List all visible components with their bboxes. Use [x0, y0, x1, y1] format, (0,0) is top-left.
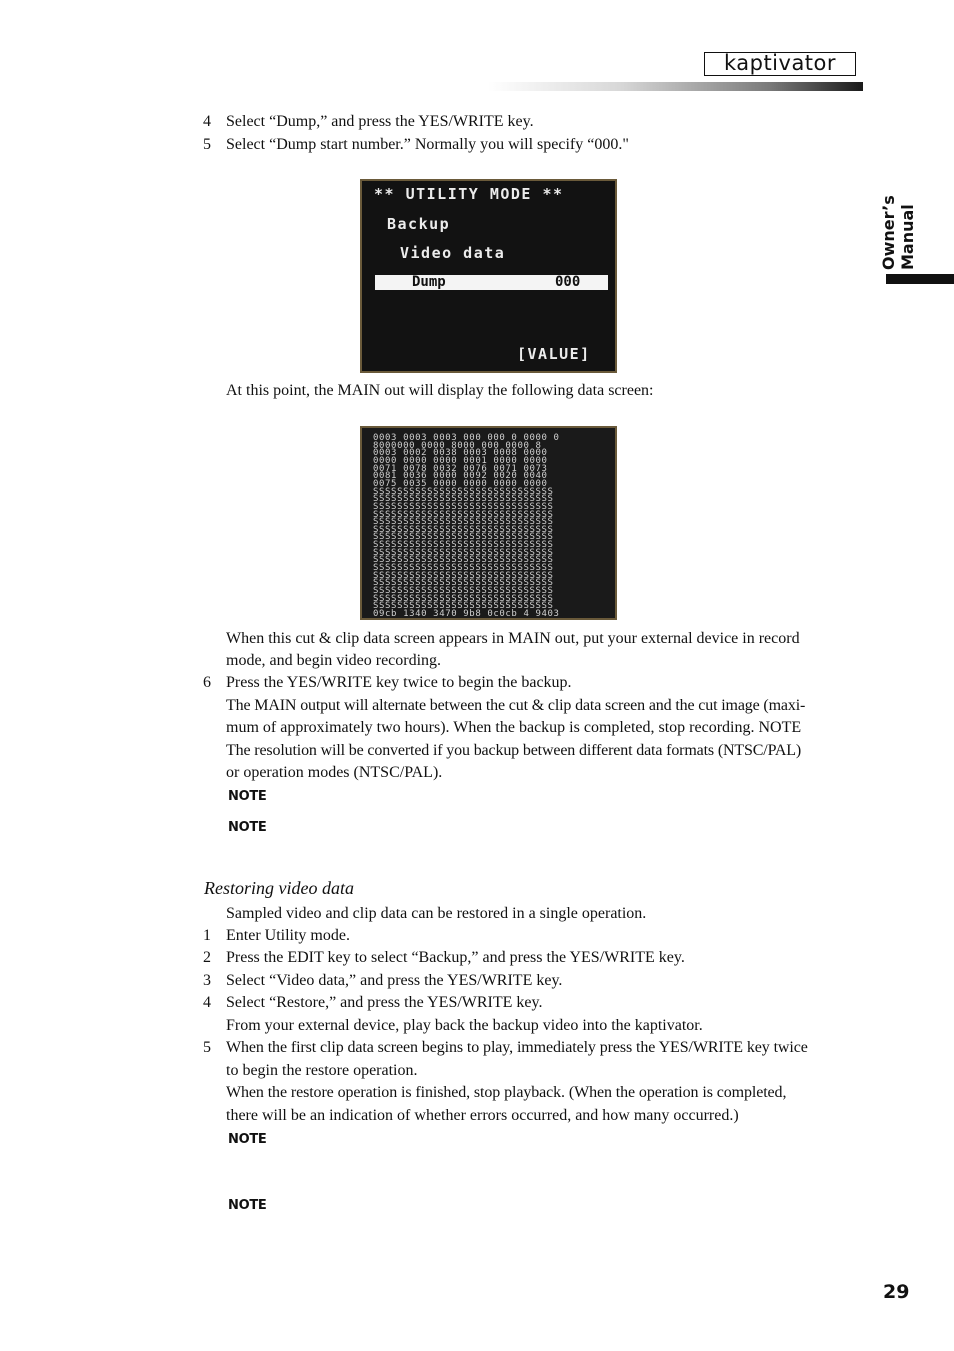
body-line: When the restore operation is finished, stop playback. (When the operation is completed,: [226, 1084, 787, 1101]
step-number: 3: [203, 972, 211, 989]
body-line: Sampled video and clip data can be restored in a single operation.: [226, 905, 647, 922]
data-screen-row: SSSSSSSSSSSSSSSSSSSSSSSSSSSSSS: [373, 517, 554, 528]
utility-mode-screen: [360, 179, 617, 373]
body-line: The MAIN output will alternate between the cut & clip data screen and the cut image (maxi-: [226, 697, 806, 714]
data-screen-row: 8000000 0000 8000 000 0000 8: [373, 440, 542, 451]
data-dump-screen: [360, 426, 617, 620]
step-number: 2: [203, 949, 211, 966]
body-line: From your external device, play back the backup video into the kaptivator.: [226, 1017, 703, 1034]
kaptivator-logo: kaptivator: [704, 52, 856, 76]
data-screen-row: SSSSSSSSSSSSSSSSSSSSSSSSSSSSSS: [373, 501, 554, 512]
screen-backup-label: Backup: [387, 215, 451, 233]
step-text: Select “Dump,” and press the YES/WRITE key.: [226, 113, 534, 130]
note-label: NOTE: [228, 1198, 267, 1213]
data-screen-row: SSSSSSSSSSSSSSSSSSSSSSSSSSSSSS: [373, 586, 554, 596]
step-number: 5: [203, 1039, 211, 1056]
data-screen-row: 0003 0002 0038 0003 0008 0000: [373, 448, 548, 459]
step-text: Press the EDIT key to select “Backup,” and press the YES/WRITE key.: [226, 949, 685, 966]
step-text: When the first clip data screen begins to play, immediately press the YES/WRITE key twice: [226, 1039, 808, 1056]
data-screen-row: SSSSSSSSSSSSSSSSSSSSSSSSSSSSSS: [373, 494, 554, 505]
intro-paragraph: At this point, the MAIN out will display the following data screen:: [226, 382, 654, 399]
note-label: NOTE: [228, 789, 267, 804]
body-line: mum of approximately two hours). When the backup is completed, stop recording. NOTE: [226, 719, 802, 736]
note-label: NOTE: [228, 1132, 267, 1147]
page-number: 29: [883, 1281, 910, 1303]
step-text: Select “Dump start number.” Normally you will specify “000.": [226, 136, 629, 153]
side-label-owners-manual: Owner’s Manual: [879, 195, 917, 270]
data-screen-row: SSSSSSSSSSSSSSSSSSSSSSSSSSSSSS: [373, 509, 554, 520]
data-screen-row: SSSSSSSSSSSSSSSSSSSSSSSSSSSSSS: [373, 555, 554, 566]
data-screen-row: SSSSSSSSSSSSSSSSSSSSSSSSSSSSSS: [373, 524, 554, 535]
step-text: Enter Utility mode.: [226, 927, 350, 944]
header-gradient-bar: [488, 82, 863, 91]
dump-selection-bar: [375, 275, 608, 290]
note-label: NOTE: [228, 820, 267, 835]
data-screen-row: SSSSSSSSSSSSSSSSSSSSSSSSSSSSSS: [373, 578, 554, 589]
step-number: 5: [203, 136, 211, 153]
step-number: 4: [203, 113, 211, 130]
body-line: to begin the restore operation.: [226, 1062, 418, 1079]
data-screen-row: SSSSSSSSSSSSSSSSSSSSSSSSSSSSSS: [373, 563, 554, 574]
step-number: 1: [203, 927, 211, 944]
dump-label: Dump: [412, 274, 446, 290]
data-screen-row: SSSSSSSSSSSSSSSSSSSSSSSSSSSSSS: [373, 540, 554, 551]
data-screen-row: 0003 0003 0003 000 000 0 0000 0: [373, 433, 560, 443]
data-screen-row: 09cb 1340 3470 9b8 0c0cb 4 9403: [373, 608, 560, 619]
body-line: or operation modes (NTSC/PAL).: [226, 764, 443, 781]
data-screen-row: SSSSSSSSSSSSSSSSSSSSSSSSSSSSSS: [373, 593, 554, 604]
data-screen-row: SSSSSSSSSSSSSSSSSSSSSSSSSSSSSS: [373, 570, 554, 581]
dump-value: 000: [555, 274, 581, 290]
data-screen-row: 0081 0036 0000 0092 0020 0040: [373, 471, 548, 482]
step-text: Press the YES/WRITE key twice to begin the backup.: [226, 674, 572, 691]
body-line: there will be an indication of whether errors occurred, and how many occurred.): [226, 1107, 739, 1124]
screen-video-data-label: Video data: [400, 244, 506, 262]
step-text: Select “Restore,” and press the YES/WRITE key.: [226, 994, 543, 1011]
side-tab-marker: [886, 274, 954, 284]
step-text: Select “Video data,” and press the YES/WRITE key.: [226, 972, 563, 989]
section-title: Restoring video data: [204, 878, 354, 898]
data-screen-row: 0000 0000 0000 0001 0000 0000: [373, 455, 548, 466]
data-screen-row: SSSSSSSSSSSSSSSSSSSSSSSSSSSSSS: [373, 532, 554, 543]
body-line: mode, and begin video recording.: [226, 652, 442, 669]
value-hint: [VALUE]: [517, 345, 591, 363]
data-screen-row: 0075 0035 0000 0000 0000 0000: [373, 478, 548, 489]
body-line: When this cut & clip data screen appears in MAIN out, put your external device in record: [226, 630, 800, 647]
data-screen-row: SSSSSSSSSSSSSSSSSSSSSSSSSSSSSS: [373, 547, 554, 558]
step-number: 6: [203, 674, 211, 691]
data-screen-row: SSSSSSSSSSSSSSSSSSSSSSSSSSSSSS: [373, 486, 554, 497]
data-screen-row: SSSSSSSSSSSSSSSSSSSSSSSSSSSSSS: [373, 601, 554, 612]
screen-title: ** UTILITY MODE **: [374, 185, 564, 203]
data-screen-row: 0071 0078 0032 0076 0071 0073: [373, 463, 548, 474]
step-number: 4: [203, 994, 211, 1011]
body-line: The resolution will be converted if you backup between different data formats (NTSC/PAL): [226, 742, 802, 759]
